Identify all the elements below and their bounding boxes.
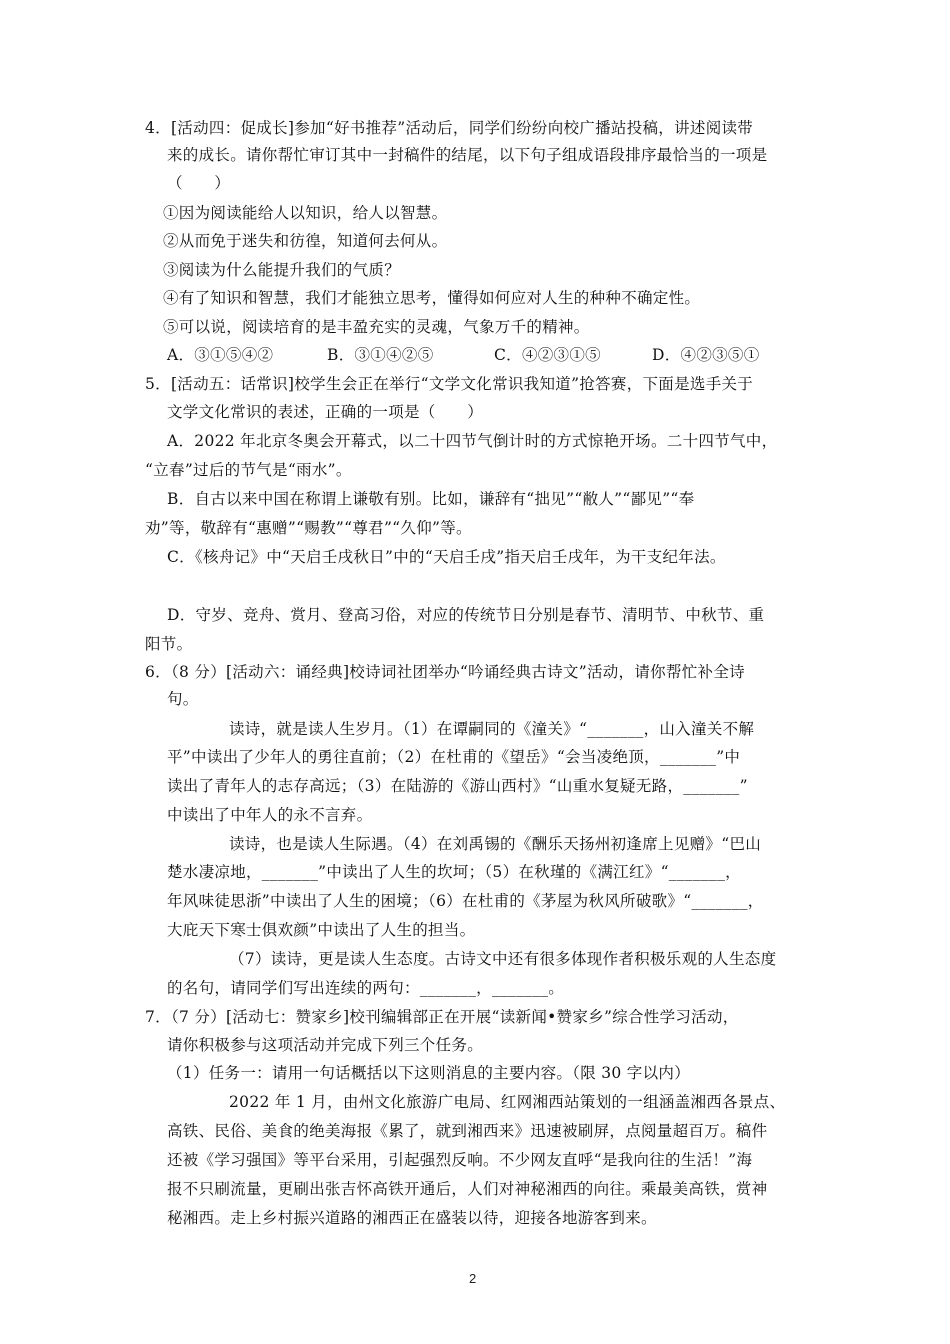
- q5-stem-line-2: 文学文化常识的表述，正确的一项是（ ）: [167, 403, 484, 421]
- q6-para2-line-3: 年风味徒思浙”中读出了人生的困境；（6）在杜甫的《茅屋为秋风所破歌》“_______，: [167, 892, 764, 910]
- q4-sentence-1: ①因为阅读能给人以知识，给人以智慧。: [163, 204, 448, 222]
- q6-para3-line-2: 的名句，请同学们写出连续的两句：_______，_______。: [167, 979, 565, 997]
- q4-sentence-4: ④有了知识和智慧，我们才能独立思考，懂得如何应对人生的种种不确定性。: [163, 289, 701, 307]
- q6-stem-line-1: 6．（8 分）[活动六：诵经典]校诗词社团举办“吟诵经典古诗文”活动，请你帮忙补全诗: [145, 663, 745, 681]
- q7-news-line-4: 报不只刷流量，更刷出张吉怀高铁开通后，人们对神秘湘西的向往。乘最美高铁，赏神: [167, 1180, 768, 1198]
- q4-answer-bracket: （ ）: [167, 174, 231, 192]
- q7-news-line-3: 还被《学习强国》等平台采用，引起强烈反响。不少网友直呼“是我向往的生活！”海: [167, 1151, 753, 1169]
- q7-stem-line-1: 7．（7 分）[活动七：赞家乡]校刊编辑部正在开展“读新闻•赞家乡”综合性学习活动，: [145, 1008, 739, 1026]
- page-number: 2: [469, 1271, 477, 1286]
- q7-news-line-5: 秘湘西。走上乡村振兴道路的湘西正在盛装以待，迎接各地游客到来。: [167, 1209, 657, 1227]
- q7-news-line-2: 高铁、民俗、美食的绝美海报《累了，就到湘西来》迅速被刷屏，点阅量超百万。稿件: [167, 1122, 768, 1140]
- q4-option-a: A．③①⑤④②: [167, 346, 274, 364]
- q7-stem-line-2: 请你积极参与这项活动并完成下列三个任务。: [167, 1036, 484, 1054]
- q6-para2-line-2: 楚水凄凉地，_______”中读出了人生的坎坷；（5）在秋瑾的《满江红》“_______，: [167, 863, 741, 881]
- q7-news-line-1: 2022 年 1 月，由州文化旅游广电局、红网湘西站策划的一组涵盖湘西各景点、: [229, 1093, 786, 1111]
- q6-para1-line-3: 读出了青年人的志存高远；（3）在陆游的《游山西村》“山重水复疑无路，_______”: [167, 777, 748, 795]
- q5-option-b-line-1: B．自古以来中国在称谓上谦敬有别。比如，谦辞有“拙见”“敝人”“鄙见”“奉: [167, 490, 695, 508]
- q4-option-b: B．③①④②⑤: [327, 346, 434, 364]
- q7-task-1: （1）任务一：请用一句话概括以下这则消息的主要内容。（限 30 字以内）: [167, 1064, 690, 1082]
- q6-para2-line-1: 读诗，也是读人生际遇。（4）在刘禹锡的《酬乐天扬州初逢席上见赠》“巴山: [229, 835, 762, 853]
- q4-stem-line-1: 4．[活动四：促成长]参加“好书推荐”活动后，同学们纷纷向校广播站投稿，讲述阅读带: [145, 119, 754, 137]
- q5-option-a-line-1: A．2022 年北京冬奥会开幕式，以二十四节气倒计时的方式惊艳开场。二十四节气中，: [167, 432, 778, 450]
- q6-stem-line-2: 句。: [167, 690, 199, 708]
- q5-option-d-line-2: 阳节。: [145, 635, 193, 653]
- q4-sentence-3: ③阅读为什么能提升我们的气质？: [163, 261, 401, 279]
- q4-sentence-2: ②从而免于迷失和彷徨，知道何去何从。: [163, 232, 448, 250]
- q5-option-d-line-1: D．守岁、竞舟、赏月、登高习俗，对应的传统节日分别是春节、清明节、中秋节、重: [167, 606, 765, 624]
- q4-option-d: D．④②③⑤①: [652, 346, 760, 364]
- q6-para1-line-4: 中读出了中年人的永不言弃。: [167, 806, 373, 824]
- q4-sentence-5: ⑤可以说，阅读培育的是丰盈充实的灵魂，气象万千的精神。: [163, 318, 590, 336]
- q4-option-c: C．④②③①⑤: [494, 346, 601, 364]
- q6-para1-line-1: 读诗，就是读人生岁月。（1）在谭嗣同的《潼关》“_______，山入潼关不解: [229, 720, 755, 738]
- q6-para1-line-2: 平”中读出了少年人的勇往直前；（2）在杜甫的《望岳》“会当凌绝顶，_______”中: [167, 748, 741, 766]
- q6-para2-line-4: 大庇天下寒士俱欢颜”中读出了人生的担当。: [167, 921, 476, 939]
- q5-stem-line-1: 5．[活动五：话常识]校学生会正在举行“文学文化常识我知道”抢答赛，下面是选手关于: [145, 375, 754, 393]
- q5-option-a-line-2: “立春”过后的节气是“雨水”。: [145, 461, 352, 479]
- q6-para3-line-1: （7）读诗，更是读人生态度。古诗文中还有很多体现作者积极乐观的人生态度: [229, 950, 777, 968]
- q4-stem-line-2: 来的成长。请你帮忙审订其中一封稿件的结尾，以下句子组成语段排序最恰当的一项是: [167, 146, 768, 164]
- q5-option-c: C．《核舟记》中“天启壬戌秋日”中的“天启壬戌”指天启壬戌年，为干支纪年法。: [167, 548, 726, 566]
- q5-option-b-line-2: 劝”等，敬辞有“惠赠”“赐教”“尊君”“久仰”等。: [145, 519, 472, 537]
